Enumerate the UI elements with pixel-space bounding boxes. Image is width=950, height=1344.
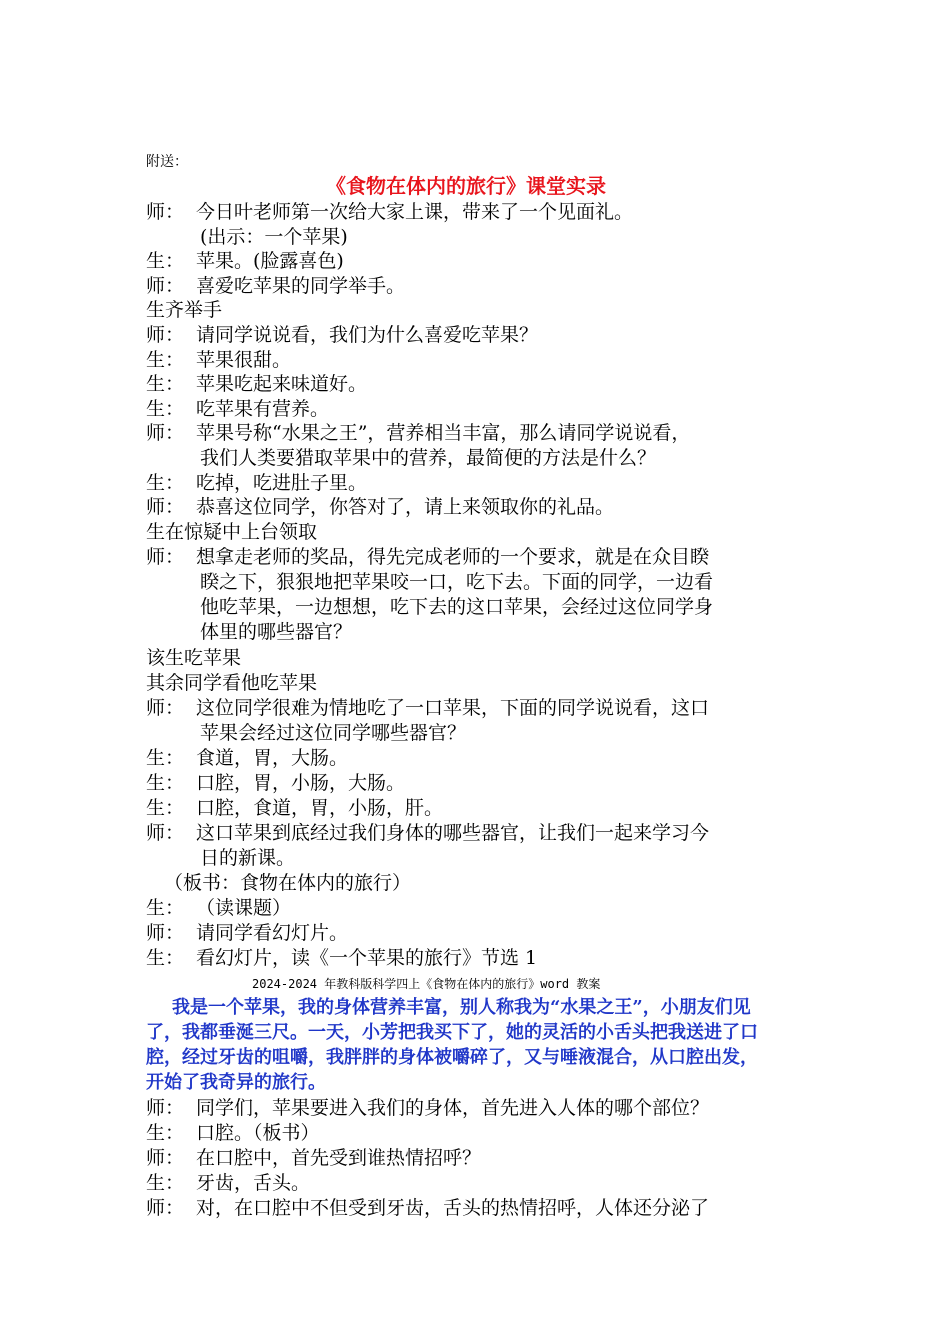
board-note — [164, 871, 411, 895]
line-text: 食道，胃，大肠。 — [196, 747, 349, 769]
dialogue-line — [146, 821, 709, 845]
line-text: 生在惊疑中上台领取 — [146, 521, 318, 543]
speaker-label: 生： — [146, 772, 185, 794]
line-text: 口腔。（板书） — [196, 1122, 320, 1144]
line-text: 口腔，食道，胃，小肠，肝。 — [196, 797, 444, 819]
dialogue-line — [146, 421, 690, 445]
dialogue-line — [146, 397, 329, 421]
line-text: 生齐举手 — [146, 299, 223, 321]
line-text: (出示：一个苹果) — [200, 226, 348, 248]
excerpt-line: 我是一个苹果，我的身体营养丰富，别人称我为“水果之王”，小朋友们见 — [172, 997, 751, 1018]
speaker-label: 生： — [146, 373, 185, 395]
speaker-label: 师： — [146, 496, 185, 518]
dialogue-line — [200, 595, 713, 619]
line-text: 体里的哪些器官？ — [200, 621, 353, 643]
line-text: 想拿走老师的奖品，得先完成老师的一个要求，就是在众目睽 — [196, 546, 710, 568]
dialogue-line — [146, 1146, 481, 1170]
speaker-label: 生： — [146, 797, 185, 819]
dialogue-line — [200, 570, 713, 594]
line-text: 日的新课。 — [200, 847, 296, 869]
dialogue-line — [146, 796, 443, 820]
dialogue-line — [146, 471, 367, 495]
speaker-label: 生： — [146, 398, 185, 420]
dialogue-line — [146, 1096, 709, 1120]
speaker-label: 师： — [146, 546, 185, 568]
speaker-label: 生： — [146, 250, 185, 272]
speaker-label: 生： — [146, 947, 185, 969]
line-text: 在口腔中，首先受到谁热情招呼？ — [196, 1147, 482, 1169]
speaker-label: 师： — [146, 697, 185, 719]
line-text: 吃苹果有营养。 — [196, 398, 330, 420]
speaker-label: 师： — [146, 822, 185, 844]
line-text: 恭喜这位同学，你答对了，请上来领取你的礼品。 — [196, 496, 615, 518]
speaker-label: 生： — [146, 747, 185, 769]
dialogue-line — [200, 620, 352, 644]
line-text: 其余同学看他吃苹果 — [146, 672, 318, 694]
dialogue-line — [200, 721, 466, 745]
dialogue-line — [146, 348, 291, 372]
speaker-label: 师： — [146, 1147, 185, 1169]
dialogue-line — [146, 323, 538, 347]
dialogue-line — [146, 896, 291, 920]
speaker-label: 师： — [146, 201, 185, 223]
line-text: 请同学说说看，我们为什么喜爱吃苹果？ — [196, 324, 539, 346]
line-text: 苹果。(脸露喜色) — [196, 250, 344, 272]
stage-direction — [146, 298, 222, 322]
dialogue-line — [200, 846, 295, 870]
speaker-label: 师： — [146, 422, 185, 444]
dialogue-line — [146, 545, 709, 569]
dialogue-line — [200, 225, 348, 249]
line-text: 我们人类要猎取苹果中的营养，最简便的方法是什么？ — [200, 447, 657, 469]
line-text: 请同学看幻灯片。 — [196, 922, 349, 944]
document-title: 《食物在体内的旅行》课堂实录 — [326, 174, 606, 198]
dialogue-line — [146, 274, 405, 298]
speaker-label: 生： — [146, 349, 185, 371]
speaker-label: 生： — [146, 897, 185, 919]
line-text: 同学们，苹果要进入我们的身体，首先进入人体的哪个部位？ — [196, 1097, 710, 1119]
dialogue-line — [146, 495, 614, 519]
dialogue-line — [146, 771, 405, 795]
speaker-label: 师： — [146, 275, 185, 297]
line-text: 睽之下，狠狠地把苹果咬一口，吃下去。下面的同学，一边看 — [200, 571, 714, 593]
dialogue-line — [146, 921, 348, 945]
dialogue-line — [200, 446, 656, 470]
line-text: 口腔，胃，小肠，大肠。 — [196, 772, 406, 794]
dialogue-line — [146, 746, 348, 770]
line-text: 苹果很甜。 — [196, 349, 292, 371]
excerpt-line: 腔，经过牙齿的咀嚼，我胖胖的身体被嚼碎了，又与唾液混合，从口腔出发， — [146, 1047, 758, 1068]
line-text: 苹果会经过这位同学哪些器官？ — [200, 722, 467, 744]
speaker-label: 师： — [146, 922, 185, 944]
line-text: 这口苹果到底经过我们身体的哪些器官，让我们一起来学习今 — [196, 822, 710, 844]
speaker-label: 师： — [146, 1097, 185, 1119]
line-text: 对，在口腔中不但受到牙齿，舌头的热情招呼，人体还分泌了 — [196, 1197, 710, 1219]
dialogue-line — [146, 249, 344, 273]
line-text: 苹果号称“水果之王”，营养相当丰富，那么请同学说说看， — [196, 422, 691, 444]
line-text: 吃掉，吃进肚子里。 — [196, 472, 368, 494]
excerpt-line: 开始了我奇异的旅行。 — [146, 1072, 326, 1093]
dialogue-line — [146, 1196, 709, 1220]
speaker-label: 师： — [146, 1197, 185, 1219]
dialogue-line — [146, 946, 537, 970]
speaker-label: 生： — [146, 1172, 185, 1194]
line-text: 看幻灯片，读《一个苹果的旅行》节选 1 — [196, 947, 538, 969]
line-text: 苹果吃起来味道好。 — [196, 373, 368, 395]
excerpt-line: 了，我都垂涎三尺。一天，小芳把我买下了，她的灵活的小舌头把我送进了口 — [146, 1022, 758, 1043]
stage-direction — [146, 671, 317, 695]
speaker-label: 师： — [146, 324, 185, 346]
dialogue-line — [146, 372, 367, 396]
line-text: 这位同学很难为情地吃了一口苹果，下面的同学说说看，这口 — [196, 697, 710, 719]
speaker-label: 生： — [146, 472, 185, 494]
line-text: （读课题） — [196, 897, 292, 919]
stage-direction — [146, 646, 241, 670]
intro-label: 附送： — [146, 154, 188, 170]
line-text: （板书：食物在体内的旅行） — [164, 872, 412, 894]
dialogue-line — [146, 696, 709, 720]
line-text: 该生吃苹果 — [146, 647, 242, 669]
page-header-text: 2024-2024 年教科版科学四上《食物在体内的旅行》word 教案 — [252, 977, 601, 991]
speaker-label: 生： — [146, 1122, 185, 1144]
dialogue-line — [146, 1121, 320, 1145]
line-text: 今日叶老师第一次给大家上课，带来了一个见面礼。 — [196, 201, 634, 223]
line-text: 他吃苹果，一边想想，吃下去的这口苹果，会经过这位同学身 — [200, 596, 714, 618]
dialogue-line — [146, 1171, 310, 1195]
line-text: 牙齿，舌头。 — [196, 1172, 311, 1194]
stage-direction — [146, 520, 317, 544]
line-text: 喜爱吃苹果的同学举手。 — [196, 275, 406, 297]
dialogue-line — [146, 200, 633, 224]
